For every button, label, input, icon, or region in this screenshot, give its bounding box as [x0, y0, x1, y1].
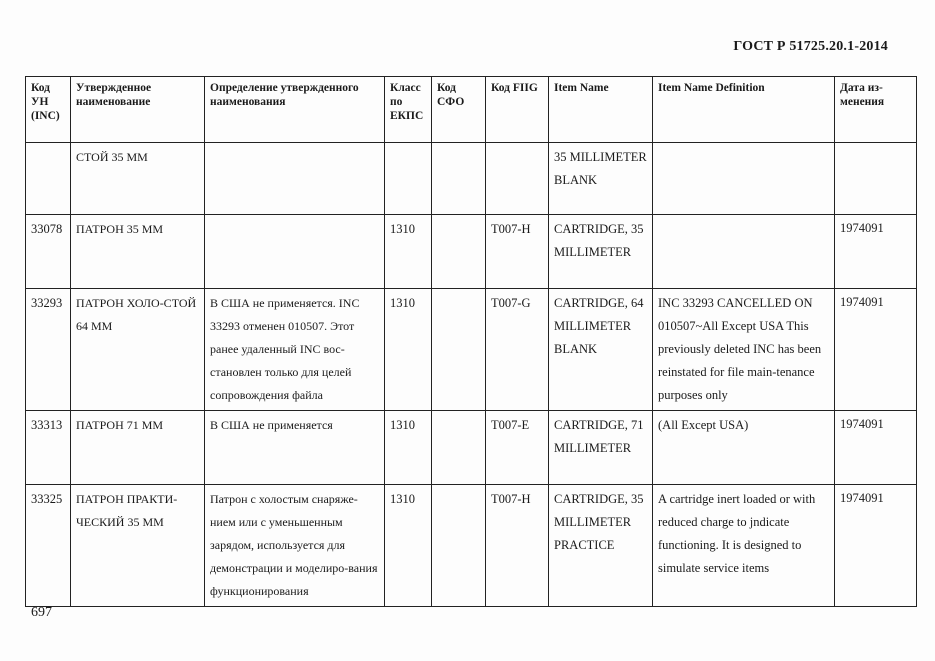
- cell-definition: В США не применяется. INC 33293 отменен 010507. Этот ранее удаленный INC вос-становлен только для целей сопровождения файла: [205, 289, 385, 411]
- cell-definition: В США не применяется: [205, 411, 385, 485]
- cell-name: СТОЙ 35 ММ: [71, 143, 205, 215]
- header-date: Дата из-менения: [835, 77, 917, 143]
- table-row: [26, 485, 917, 607]
- header-fiig: Код FIIG: [486, 77, 549, 143]
- cell-item-name: CARTRIDGE, 71 MILLIMETER: [549, 411, 653, 485]
- cell-class: 1310: [385, 289, 432, 411]
- header-class: Класс по ЕКПС: [385, 77, 432, 143]
- gost-table: [25, 76, 917, 607]
- header-sfo: Код СФО: [432, 77, 486, 143]
- cell-class: 1310: [385, 485, 432, 607]
- cell-class: 1310: [385, 215, 432, 289]
- cell-item-name: CARTRIDGE, 35 MILLIMETER: [549, 215, 653, 289]
- cell-item-definition: [653, 215, 835, 289]
- table-row: [26, 289, 917, 411]
- cell-fiig: T007-H: [486, 485, 549, 607]
- cell-name: ПАТРОН 71 ММ: [71, 411, 205, 485]
- cell-item-name: CARTRIDGE, 35 MILLIMETER PRACTICE: [549, 485, 653, 607]
- cell-inc: [26, 143, 71, 215]
- cell-inc: 33325: [26, 485, 71, 607]
- table-row: [26, 215, 917, 289]
- cell-definition: Патрон с холостым снаряже-нием или с уменьшенным зарядом, используется для демонстрации и моделиро-вания функционирования: [205, 485, 385, 607]
- cell-date: [835, 143, 917, 215]
- table-row: [26, 411, 917, 485]
- cell-name: ПАТРОН ХОЛО-СТОЙ 64 ММ: [71, 289, 205, 411]
- header-definition: Определение утвержденного наименования: [205, 77, 385, 143]
- cell-inc: 33078: [26, 215, 71, 289]
- table-header-row: [26, 77, 917, 143]
- cell-sfo: [432, 143, 486, 215]
- cell-date: 1974091: [835, 289, 917, 411]
- cell-inc: 33293: [26, 289, 71, 411]
- table-row: [26, 143, 917, 215]
- cell-date: 1974091: [835, 411, 917, 485]
- header-item-name: Item Name: [549, 77, 653, 143]
- cell-item-definition: INC 33293 CANCELLED ON 010507~All Except USA This previously deleted INC has been reinstated for file main-tenance purposes only: [653, 289, 835, 411]
- cell-item-name: CARTRIDGE, 64 MILLIMETER BLANK: [549, 289, 653, 411]
- cell-sfo: [432, 289, 486, 411]
- cell-fiig: T007-H: [486, 215, 549, 289]
- cell-date: 1974091: [835, 215, 917, 289]
- cell-inc: 33313: [26, 411, 71, 485]
- page-number: 697: [31, 605, 52, 620]
- cell-item-name: 35 MILLIMETER BLANK: [549, 143, 653, 215]
- cell-fiig: [486, 143, 549, 215]
- header-item-definition: Item Name Definition: [653, 77, 835, 143]
- cell-name: ПАТРОН ПРАКТИ-ЧЕСКИЙ 35 ММ: [71, 485, 205, 607]
- cell-sfo: [432, 485, 486, 607]
- cell-item-definition: (All Except USA): [653, 411, 835, 485]
- cell-class: 1310: [385, 411, 432, 485]
- header-inc: Код УН (INC): [26, 77, 71, 143]
- cell-fiig: T007-E: [486, 411, 549, 485]
- cell-fiig: T007-G: [486, 289, 549, 411]
- cell-class: [385, 143, 432, 215]
- cell-sfo: [432, 215, 486, 289]
- cell-item-definition: [653, 143, 835, 215]
- cell-date: 1974091: [835, 485, 917, 607]
- cell-sfo: [432, 411, 486, 485]
- document-title: ГОСТ Р 51725.20.1-2014: [733, 39, 888, 54]
- header-name: Утвержденное наименование: [71, 77, 205, 143]
- cell-name: ПАТРОН 35 ММ: [71, 215, 205, 289]
- cell-definition: [205, 143, 385, 215]
- cell-item-definition: A cartridge inert loaded or with reduced charge to jndicate functioning. It is designed to simulate service items: [653, 485, 835, 607]
- cell-definition: [205, 215, 385, 289]
